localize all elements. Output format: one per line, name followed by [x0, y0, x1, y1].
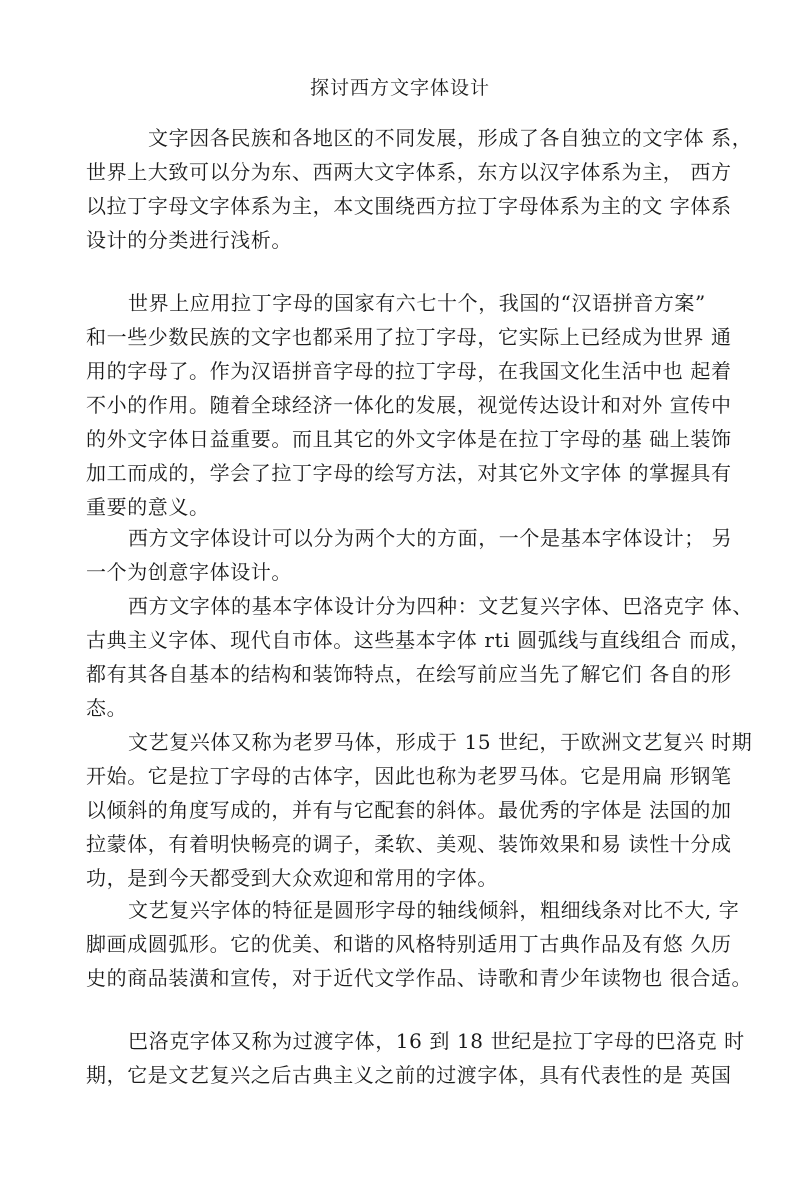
body-line: 文字因各民族和各地区的不同发展，形成了各自独立的文字体 系，	[148, 126, 753, 150]
body-line: 以倾斜的角度写成的，并有与它配套的斜体。最优秀的字体是 法国的加	[86, 798, 732, 822]
body-line: 巴洛克字体又称为过渡字体，16 到 18 世纪是拉丁字母的巴洛克 时	[128, 1029, 745, 1053]
body-line: 态。	[86, 696, 128, 720]
body-line: 都有其各自基本的结构和装饰特点，在绘写前应当先了解它们 各自的形	[86, 662, 732, 686]
body-line: 古典主义字体、现代自市体。这些基本字体 rti 圆弧线与直线组合 而成，	[86, 628, 751, 652]
body-line: 文艺复兴字体的特征是圆形字母的轴线倾斜，粗细线条对比不大, 字	[128, 898, 740, 922]
body-line: 设计的分类进行浅析。	[86, 228, 292, 252]
body-line: 不小的作用。随着全球经济一体化的发展，视觉传达设计和对外 宣传中	[86, 393, 732, 417]
body-line: 功，是到今天都受到大众欢迎和常用的字体。	[86, 866, 498, 890]
body-line: 西方文字体设计可以分为两个大的方面，一个是基本字体设计； 另	[128, 526, 733, 550]
body-line: 史的商品装潢和宣传，对于近代文学作品、诗歌和青少年读物也 很合适。	[86, 966, 753, 990]
body-line: 拉蒙体，有着明快畅亮的调子，柔软、美观、装饰效果和易 读性十分成	[86, 832, 732, 856]
body-line: 以拉丁字母文字体系为主，本文围绕西方拉丁字母体系为主的文 字体系	[86, 194, 732, 218]
body-line: 和一些少数民族的文字也都采用了拉丁字母，它实际上已经成为世界 通	[86, 325, 732, 349]
body-line: 世界上大致可以分为东、西两大文字体系，东方以汉字体系为主， 西方	[86, 160, 732, 184]
document-title: 探讨西方文字体设计	[309, 77, 490, 99]
body-line: 脚画成圆弧形。它的优美、和谐的风格特别适用丁古典作品及有悠 久历	[86, 932, 732, 956]
body-line: 用的字母了。作为汉语拼音字母的拉丁字母，在我国文化生活中也 起着	[86, 359, 732, 383]
body-line: 世界上应用拉丁字母的国家有六七十个，我国的“汉语拼音方案”	[128, 291, 706, 315]
body-line: 一个为创意字体设计。	[86, 560, 292, 584]
body-line: 文艺复兴体又称为老罗马体，形成于 15 世纪，于欧洲文艺复兴 时期	[128, 730, 753, 754]
body-line: 的外文字体日益重要。而且其它的外文字体是在拉丁字母的基 础上装饰	[86, 427, 732, 451]
body-line: 开始。它是拉丁字母的古体字，因此也称为老罗马体。它是用扁 形钢笔	[86, 764, 732, 788]
body-line: 西方文字体的基本字体设计分为四种：文艺复兴字体、巴洛克字 体、	[128, 594, 753, 618]
body-line: 加工而成的，学会了拉丁字母的绘写方法，对其它外文字体 的掌握具有	[86, 461, 732, 485]
body-line: 重要的意义。	[86, 495, 210, 519]
body-line: 期，它是文艺复兴之后古典主义之前的过渡字体，具有代表性的是 英国	[86, 1063, 732, 1087]
